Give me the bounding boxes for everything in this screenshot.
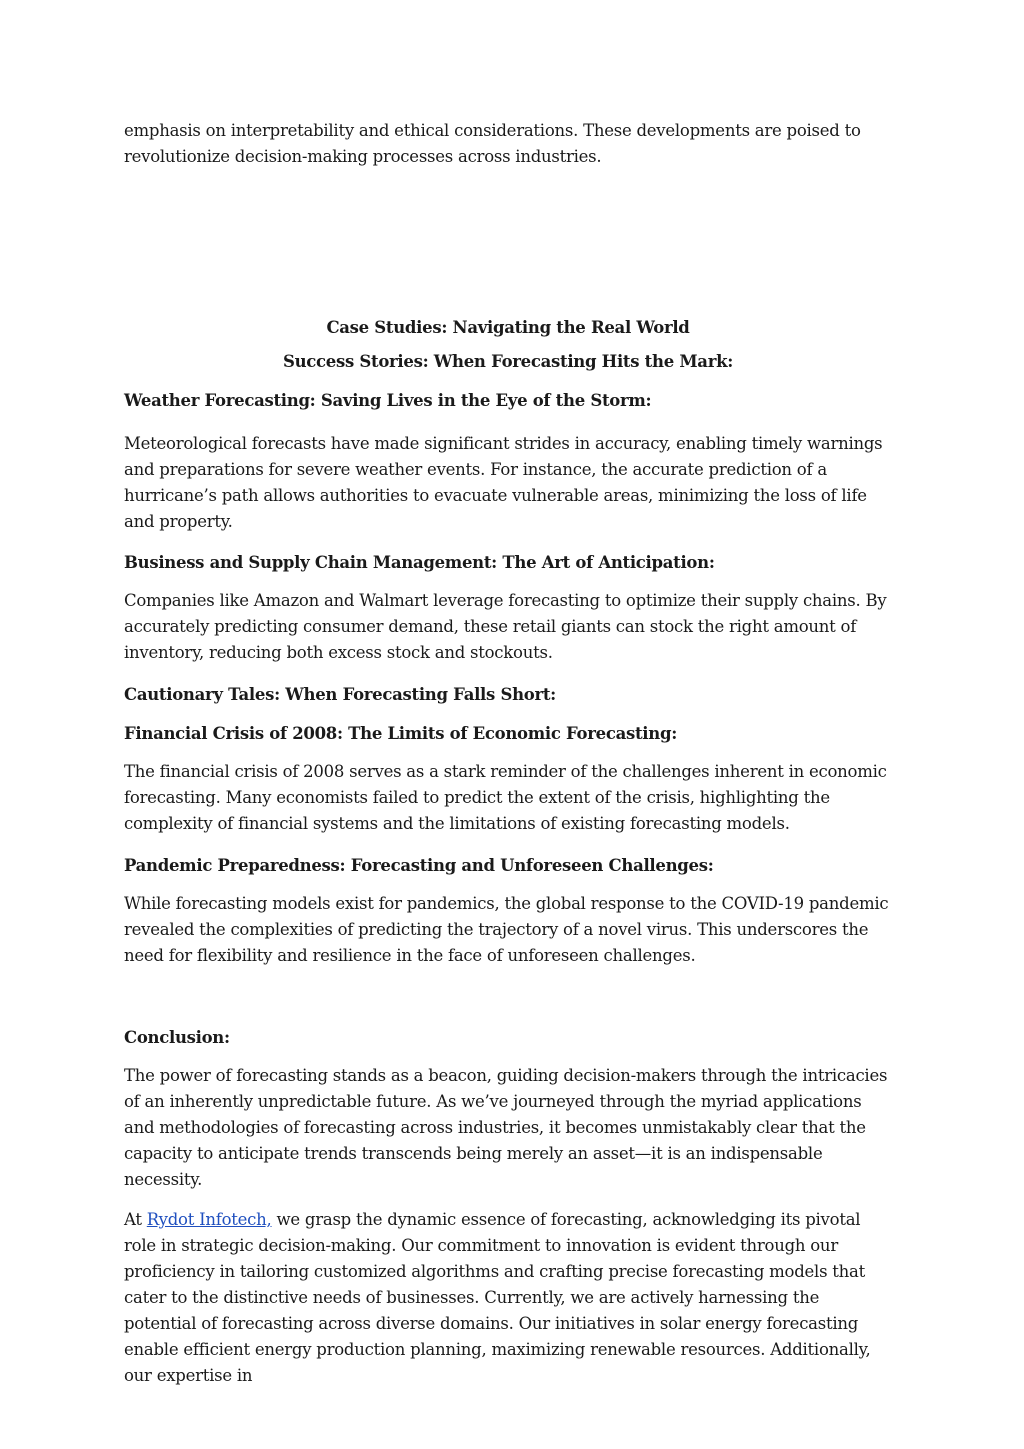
spacer bbox=[124, 170, 892, 315]
cautionary-title: Cautionary Tales: When Forecasting Falls Short: bbox=[124, 685, 556, 704]
pandemic-body: While forecasting models exist for pandemics, the global response to the COVID-19 pandemic revealed the complexities of predicting the trajectory of a novel virus. This underscores the need for flexibility and resilience in the face of unforeseen challenges. bbox=[124, 894, 889, 965]
conclusion-heading: Conclusion: bbox=[124, 1028, 230, 1047]
financial-body: The financial crisis of 2008 serves as a stark reminder of the challenges inherent in economic forecasting. Many economists failed to predict the extent of the crisis, highlighting the complexity of financial systems and the limitations of existing forecasting models. bbox=[124, 762, 887, 833]
conclusion-body-2 bbox=[124, 1207, 892, 1389]
intro-paragraph: emphasis on interpretability and ethical considerations. These developments are poised to revolutionize decision-making processes across industries. bbox=[124, 121, 861, 166]
conclusion-body-2-text: we grasp the dynamic essence of forecasting, acknowledging its pivotal role in strategic decision-making. Our commitment to innovation is evident through our proficiency in tailoring customized algorithms and crafting precise forecasting models that cater to the distinctive needs of businesses. Currently, we are actively harnessing the potential of forecasting across diverse domains. Our initiatives in solar energy forecasting enable efficient energy production planning, maximizing renewable resources. Additionally, our expertise in bbox=[124, 1210, 871, 1385]
document-page bbox=[124, 118, 892, 1389]
success-stories-title: Success Stories: When Forecasting Hits the Mark: bbox=[282, 352, 734, 371]
business-body: Companies like Amazon and Walmart leverage forecasting to optimize their supply chains. By accurately predicting consumer demand, these retail giants can stock the right amount of inventory, reducing both excess stock and stockouts. bbox=[124, 591, 887, 662]
business-heading: Business and Supply Chain Management: The Art of Anticipation: bbox=[124, 553, 715, 572]
rydot-infotech-link[interactable]: Rydot Infotech, bbox=[146, 1210, 272, 1229]
weather-body: Meteorological forecasts have made significant strides in accuracy, enabling timely warnings and preparations for severe weather events. For instance, the accurate prediction of a hurricane’s path allows authorities to evacuate vulnerable areas, minimizing the loss of life and property. bbox=[124, 434, 883, 531]
case-studies-title: Case Studies: Navigating the Real World bbox=[326, 318, 690, 337]
weather-heading: Weather Forecasting: Saving Lives in the Eye of the Storm: bbox=[124, 391, 652, 410]
financial-heading: Financial Crisis of 2008: The Limits of Economic Forecasting: bbox=[124, 724, 677, 743]
conclusion-body-1: The power of forecasting stands as a beacon, guiding decision-makers through the intricacies of an inherently unpredictable future. As we’ve journeyed through the myriad applications and methodologies of forecasting across industries, it becomes unmistakably clear that the capacity to anticipate trends transcends being merely an asset—it is an indispensable necessity. bbox=[124, 1066, 888, 1189]
pandemic-heading: Pandemic Preparedness: Forecasting and Unforeseen Challenges: bbox=[124, 856, 714, 875]
conclusion-body-2-prefix: At bbox=[124, 1210, 147, 1229]
